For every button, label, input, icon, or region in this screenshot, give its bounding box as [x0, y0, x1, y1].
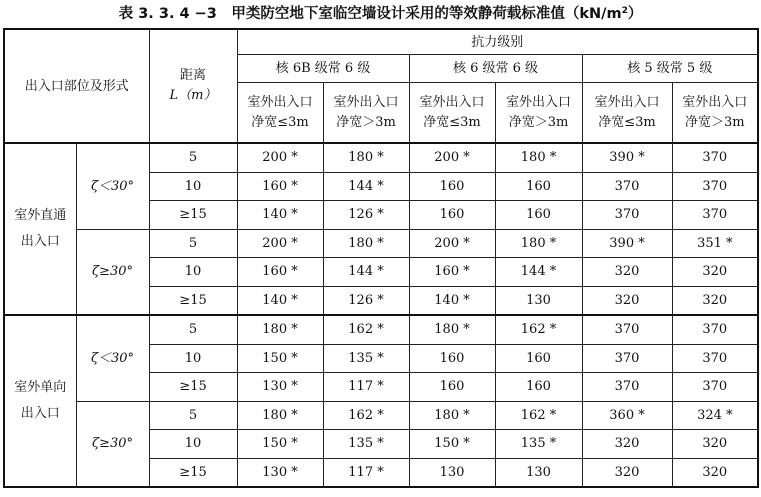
value-cell: 370: [672, 143, 758, 172]
table-title: [0, 2, 761, 26]
value-cell: 160: [409, 373, 495, 402]
zeta-label: ζ≥30°: [76, 229, 149, 315]
value-cell: 130: [409, 458, 495, 487]
level-5-label: 核 5 级常 5 级: [627, 61, 713, 76]
value-cell: 140 *: [409, 286, 495, 315]
table-row: [4, 315, 758, 344]
header-level-6: [409, 55, 582, 83]
value-cell: 135 *: [495, 430, 582, 459]
value-cell: 200 *: [237, 143, 323, 172]
value-cell: 360 *: [582, 401, 672, 430]
header-width-large-1: [323, 83, 409, 144]
header-width-line: 室外出入口: [333, 94, 399, 110]
table-row: [4, 143, 758, 172]
table-row: [4, 229, 758, 258]
value-cell: 144 *: [323, 172, 409, 201]
distance-cell: 10: [149, 258, 237, 287]
header-width-large-3: [672, 83, 758, 144]
table-body: [4, 29, 758, 487]
value-cell: 351 *: [672, 229, 758, 258]
value-cell: 150 *: [237, 430, 323, 459]
distance-cell: 5: [149, 229, 237, 258]
header-width-line: 净宽≤3m: [598, 114, 656, 130]
value-cell: 144 *: [495, 258, 582, 287]
value-cell: 130 *: [237, 458, 323, 487]
level-6-label: 核 6 级常 6 级: [452, 61, 539, 76]
value-cell: 200 *: [237, 229, 323, 258]
header-width-line: 净宽＞3m: [508, 114, 569, 130]
group-label: [4, 143, 76, 315]
header-resistance-label: 抗力级别: [471, 34, 524, 50]
value-cell: 150 *: [237, 344, 323, 373]
value-cell: 324 *: [672, 401, 758, 430]
header-width-line: 室外出入口: [247, 94, 313, 110]
group-label-line: 室外单向: [14, 380, 67, 395]
group-label-line: 出入口: [20, 406, 60, 421]
value-cell: 370: [582, 201, 672, 230]
value-cell: 320: [672, 286, 758, 315]
value-cell: 390 *: [582, 143, 672, 172]
value-cell: 320: [582, 286, 672, 315]
header-location-label: 出入口部位及形式: [24, 78, 129, 94]
value-cell: 117 *: [323, 458, 409, 487]
header-width-small-3: [582, 83, 672, 144]
value-cell: 160: [409, 172, 495, 201]
header-level-6b: [237, 55, 409, 83]
header-width-line: 室外出入口: [506, 94, 572, 110]
value-cell: 390 *: [582, 229, 672, 258]
value-cell: 160: [409, 201, 495, 230]
distance-cell: 10: [149, 430, 237, 459]
value-cell: 160 *: [237, 258, 323, 287]
header-width-line: 净宽＞3m: [685, 114, 745, 130]
value-cell: 162 *: [323, 315, 409, 344]
header-level-5: [582, 55, 758, 83]
distance-cell: 5: [149, 143, 237, 172]
header-distance-label: 距离: [180, 68, 207, 83]
table-title-superscript: 2: [621, 6, 628, 16]
value-cell: 130: [495, 286, 582, 315]
value-cell: 162 *: [495, 315, 582, 344]
header-width-small-2: [409, 83, 495, 144]
value-cell: 140 *: [237, 286, 323, 315]
value-cell: 180 *: [323, 229, 409, 258]
header-width-line: 净宽≤3m: [423, 114, 481, 130]
header-width-large-2: [495, 83, 582, 144]
value-cell: 320: [672, 258, 758, 287]
table-title-text: 表 3. 3. 4 −3 甲类防空地下室临空墙设计采用的等效静荷载标准值（kN/m: [118, 6, 622, 22]
value-cell: 135 *: [323, 344, 409, 373]
value-cell: 160 *: [409, 258, 495, 287]
value-cell: 160: [495, 172, 582, 201]
value-cell: 320: [582, 258, 672, 287]
table-title-close: ）: [627, 6, 643, 22]
level-6b-label: 核 6B 级常 6 级: [275, 61, 371, 76]
value-cell: 370: [582, 373, 672, 402]
value-cell: 180 *: [323, 143, 409, 172]
value-cell: 180 *: [409, 401, 495, 430]
load-standard-table: [3, 28, 759, 488]
value-cell: 370: [672, 315, 758, 344]
value-cell: 370: [582, 315, 672, 344]
header-resistance: [237, 29, 758, 55]
value-cell: 130 *: [237, 373, 323, 402]
value-cell: 320: [672, 430, 758, 459]
zeta-label: ζ≥30°: [76, 401, 149, 487]
value-cell: 126 *: [323, 201, 409, 230]
value-cell: 130: [495, 458, 582, 487]
distance-cell: ≥15: [149, 201, 237, 230]
header-width-line: 室外出入口: [419, 94, 485, 110]
distance-cell: ≥15: [149, 458, 237, 487]
value-cell: 162 *: [495, 401, 582, 430]
value-cell: 370: [672, 344, 758, 373]
value-cell: 160: [495, 344, 582, 373]
header-width-line: 室外出入口: [594, 94, 660, 110]
value-cell: 320: [582, 430, 672, 459]
value-cell: 200 *: [409, 143, 495, 172]
header-width-line: 室外出入口: [682, 94, 748, 110]
distance-cell: 5: [149, 315, 237, 344]
distance-cell: ≥15: [149, 286, 237, 315]
group-label-line: 出入口: [20, 234, 60, 249]
value-cell: 180 *: [237, 401, 323, 430]
value-cell: 150 *: [409, 430, 495, 459]
value-cell: 320: [672, 458, 758, 487]
value-cell: 200 *: [409, 229, 495, 258]
value-cell: 135 *: [323, 430, 409, 459]
value-cell: 140 *: [237, 201, 323, 230]
header-distance-unit: L（m）: [169, 88, 217, 103]
value-cell: 160 *: [237, 172, 323, 201]
value-cell: 160: [495, 201, 582, 230]
header-distance: [149, 29, 237, 143]
value-cell: 370: [672, 172, 758, 201]
value-cell: 180 *: [495, 229, 582, 258]
header-width-line: 净宽≤3m: [251, 114, 309, 130]
zeta-label: ζ＜30°: [76, 315, 149, 401]
value-cell: 180 *: [495, 143, 582, 172]
value-cell: 370: [582, 172, 672, 201]
value-cell: 117 *: [323, 373, 409, 402]
distance-cell: 5: [149, 401, 237, 430]
value-cell: 126 *: [323, 286, 409, 315]
header-width-line: 净宽＞3m: [336, 114, 396, 130]
distance-cell: 10: [149, 172, 237, 201]
header-location: [4, 29, 149, 143]
table-row: [4, 401, 758, 430]
value-cell: 370: [672, 201, 758, 230]
value-cell: 180 *: [409, 315, 495, 344]
value-cell: 370: [672, 373, 758, 402]
value-cell: 144 *: [323, 258, 409, 287]
distance-cell: ≥15: [149, 373, 237, 402]
value-cell: 370: [582, 344, 672, 373]
distance-cell: 10: [149, 344, 237, 373]
group-label-line: 室外直通: [14, 208, 67, 223]
group-label: [4, 315, 76, 487]
value-cell: 160: [495, 373, 582, 402]
value-cell: 160: [409, 344, 495, 373]
value-cell: 162 *: [323, 401, 409, 430]
value-cell: 180 *: [237, 315, 323, 344]
value-cell: 320: [582, 458, 672, 487]
zeta-label: ζ＜30°: [76, 143, 149, 229]
header-width-small-1: [237, 83, 323, 144]
